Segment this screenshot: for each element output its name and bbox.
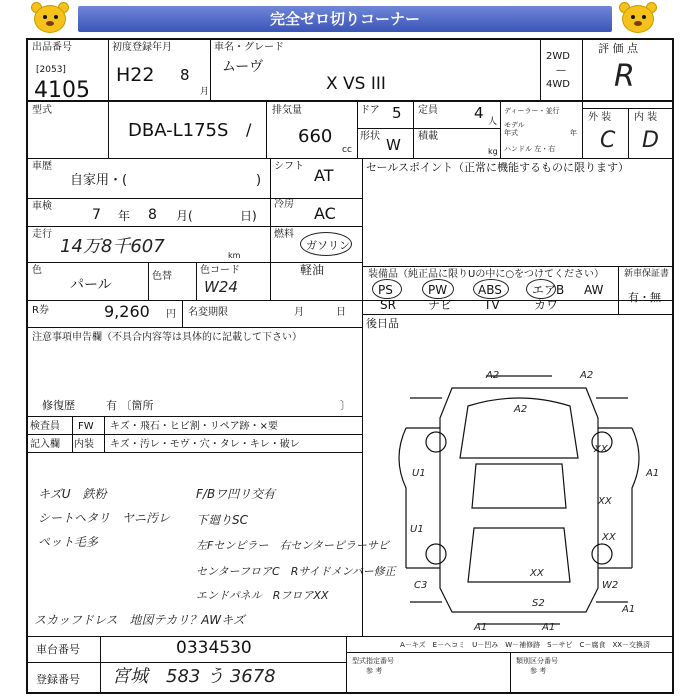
spec-ref-label: 参 考 [366, 667, 383, 675]
warranty-label: 新車保証書 [624, 269, 670, 279]
r-ticket-value: 9,260 [104, 302, 150, 321]
load-label: 積載 [418, 131, 438, 142]
interior-label: 内 装 [634, 112, 658, 123]
mascot-bear-left-icon [28, 2, 72, 36]
equip-pw: PW [428, 283, 448, 297]
diagram-label-r-a1: A1 [646, 468, 660, 479]
load-unit: kg [488, 147, 498, 156]
chassis-label: 車台番号 [36, 643, 80, 656]
displacement-label: 排気量 [272, 105, 302, 116]
displacement-value: 660 [298, 126, 333, 147]
diagram-label-r-fender: XX [594, 444, 608, 455]
history-close: ) [256, 173, 262, 188]
note-underbody: 下廻りSC [196, 513, 248, 527]
inspector-label-1: 検査員 [30, 421, 60, 432]
inspection-year: 7 [92, 207, 101, 223]
note-fb: F/Bワ凹リ交有 [196, 487, 276, 501]
inspection-label: 車検 [32, 201, 52, 212]
score-value: R [614, 59, 635, 94]
car-grade: X VS III [326, 74, 386, 94]
fuel-diesel: 軽油 [300, 263, 325, 277]
history-label: 車歴 [32, 161, 52, 172]
diagram-label-s2: S2 [532, 598, 545, 609]
car-damage-diagram [366, 368, 672, 632]
lot-label: 出品番号 [32, 42, 72, 53]
doors-label: ドア [360, 105, 380, 116]
mascot-bear-right-icon [616, 2, 660, 36]
equip-sr: SR [380, 298, 396, 312]
diagram-label-r-rear: XX [602, 532, 616, 543]
equip-abs: ABS [478, 283, 502, 297]
diagram-label-rear-left: A1 [474, 622, 488, 632]
equipment-label: 装備品（純正品に限りUの中に○をつけてください） [368, 269, 605, 280]
drive-dash: — [556, 65, 566, 76]
year-label: 年式 [504, 129, 518, 137]
doors-value: 5 [392, 104, 402, 122]
shape-value: W [386, 136, 401, 154]
repair-history-value: 有 〔箇所 [106, 399, 154, 412]
note-scuff: スカッフドレス 地図テカリ？AWキズ [34, 613, 245, 627]
diagram-label-rear-right: A1 [622, 604, 636, 615]
color-change-label: 色替 [152, 271, 172, 282]
meigi-month: 月 [294, 307, 304, 318]
category-number-label: 類別区分番号 [516, 657, 558, 665]
note-pillar: 左Fセンピラー 右センターピラーサビ [196, 539, 389, 552]
shape-label: 形状 [360, 131, 380, 142]
diagram-label-r-door: XX [598, 496, 612, 507]
diagram-label-hood: A2 [514, 404, 528, 415]
sales-point-label: セールスポイント（正常に機能するものに限ります） [366, 161, 630, 174]
mileage-value: 14万8千607 [60, 236, 165, 257]
capacity-value: 4 [474, 104, 484, 122]
notes-label: 注意事項申告欄（不具合内容等は具体的に記載して下さい） [32, 332, 302, 343]
mileage-unit: km [228, 251, 241, 260]
score-label: 評 価 点 [598, 42, 638, 55]
inspection-month: 8 [148, 207, 157, 223]
history-value: 自家用・( [70, 173, 128, 188]
type-value: DBA-L175S [128, 120, 229, 141]
diagram-label-l-door: U1 [410, 524, 424, 535]
equip-aw: AW [584, 283, 604, 297]
shift-label: シフト [274, 161, 304, 172]
note-end-panel: エンドパネル RフロアXX [196, 589, 329, 602]
r-ticket-label: R券 [32, 305, 49, 316]
equip-tv: TV [484, 298, 500, 312]
exterior-label: 外 装 [588, 112, 612, 123]
aircon-label: 冷房 [274, 199, 294, 210]
car-model: ムーヴ [222, 59, 264, 75]
shift-value: AT [314, 166, 334, 185]
first-reg-month: 8 [180, 66, 190, 84]
first-reg-year: H22 [116, 64, 155, 86]
spec-number-label: 型式指定番号 [352, 657, 394, 665]
equip-airbag-circle-icon [526, 279, 556, 299]
warranty-value: 有・無 [628, 291, 661, 304]
diagram-label-rear-mid: A1 [542, 622, 556, 632]
aircon-value: AC [314, 204, 336, 223]
first-reg-label: 初度登録年月 [112, 42, 172, 53]
diagram-label-front-right: A2 [580, 370, 594, 381]
color-code-label: 色コード [200, 265, 240, 276]
r-ticket-unit: 円 [166, 309, 176, 320]
equip-ps: PS [378, 283, 393, 297]
drive-4wd: 4WD [546, 79, 570, 90]
color-value: パール [70, 277, 112, 293]
diagram-label-front-left: A2 [486, 370, 500, 381]
inspection-year-unit: 年 [118, 209, 131, 223]
equip-ps-circle-icon [372, 279, 402, 299]
dealer-label: ディーラー・並行 [504, 107, 560, 115]
drive-2wd: 2WD [546, 51, 570, 62]
lot-sub: [2053] [36, 65, 66, 75]
equip-navi: ナビ [428, 298, 453, 312]
equip-leather: カワ [534, 298, 559, 312]
note-scratch-iron: キズU 鉄粉 [38, 487, 107, 501]
equip-abs-circle-icon [473, 279, 509, 299]
equip-pw-circle-icon [422, 279, 454, 299]
inspection-month-unit: 月( [176, 209, 193, 223]
lot-number: 4105 [34, 78, 90, 103]
fuel-gas: ガソリン [306, 239, 350, 252]
color-label: 色 [32, 265, 42, 276]
chassis-number: 0334530 [176, 638, 252, 658]
equip-airbag: エアB [532, 283, 565, 297]
color-code-value: W24 [204, 278, 238, 296]
capacity-unit: 人 [488, 117, 498, 127]
registration-number: 宮城 583 う 3678 [112, 666, 276, 687]
fuel-circle-icon [300, 232, 352, 256]
first-reg-month-unit: 月 [200, 87, 210, 97]
type-label: 型式 [32, 105, 52, 116]
diagram-label-c3: C3 [414, 580, 428, 591]
displacement-unit: cc [342, 145, 352, 155]
meigi-label: 名変期限 [188, 307, 228, 318]
car-name-label: 車名・グレード [214, 42, 284, 53]
inspector-label-2: 記入欄 [30, 439, 60, 450]
category-ref-label: 参 考 [530, 667, 547, 675]
repair-history-close: 〕 [340, 399, 351, 412]
rear-items-label: 後日品 [366, 317, 399, 330]
diagram-label-l-fender: U1 [412, 468, 426, 479]
handle-label: ハンドル 左・右 [504, 145, 556, 153]
damage-legend: A－キズ E－ヘコミ U－凹み W－補修跡 S－サビ C－腐食 XX－交換済 [400, 641, 651, 649]
year-unit: 年 [570, 129, 577, 137]
model-year-label: モデル [504, 121, 525, 129]
check-fw-items: キズ・飛石・ヒビ割・リペア跡・×要 [110, 421, 278, 432]
mileage-label: 走行 [32, 229, 52, 240]
type-slash: / [246, 120, 252, 139]
exterior-score: C [600, 128, 616, 153]
corner-banner: 完全ゼロ切りコーナー [78, 6, 612, 32]
diagram-label-trunk: XX [530, 568, 544, 579]
repair-history-label: 修復歴 [42, 399, 75, 412]
registration-label: 登録番号 [36, 673, 80, 686]
meigi-day: 日 [336, 307, 346, 318]
note-floor: センターフロアC Rサイドメンバー修正 [196, 565, 396, 578]
note-seat-wear: シートヘタリ ヤニ汚レ [38, 511, 171, 525]
fuel-label: 燃料 [274, 229, 294, 240]
capacity-label: 定員 [418, 105, 438, 116]
note-pet-hair: ペット毛多 [38, 535, 99, 549]
diagram-label-w2: W2 [602, 580, 619, 591]
inspection-day-unit: 日) [240, 209, 257, 223]
check-interior: 内装 [74, 439, 94, 450]
check-fw: FW [78, 421, 94, 432]
interior-score: D [642, 128, 659, 153]
check-int-items: キズ・汚レ・モヴ・穴・タレ・キレ・破レ [110, 439, 300, 450]
